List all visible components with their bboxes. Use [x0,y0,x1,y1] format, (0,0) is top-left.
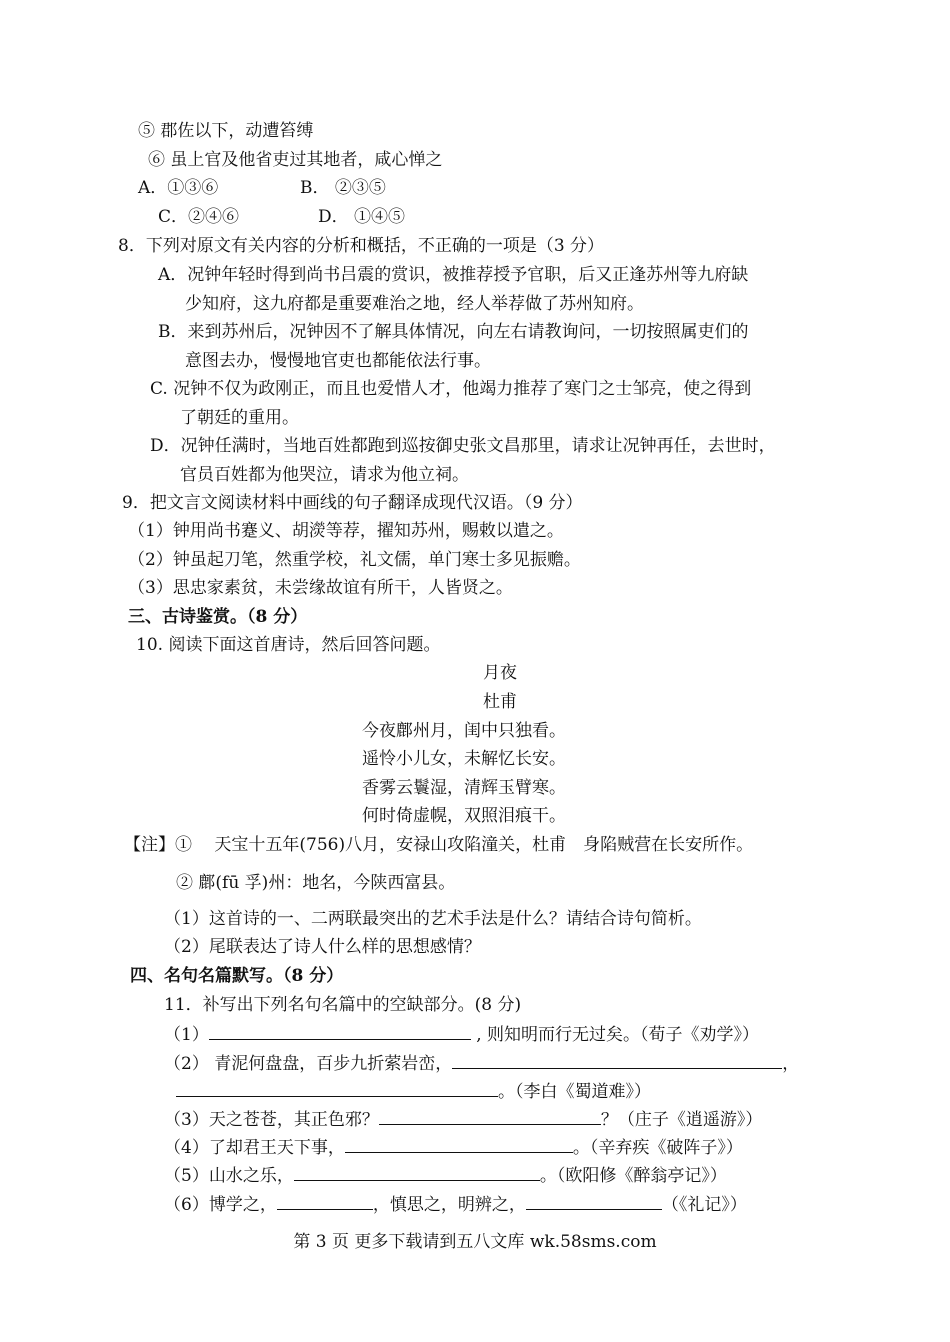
q10-stem: 10. 阅读下面这首唐诗，然后回答问题。 [136,635,441,655]
fill-line-1 [164,1023,759,1046]
fill-4-prefix: （4）了却君王天下事， [164,1138,345,1158]
fill-line-5 [164,1164,727,1187]
fill-6-prefix: （6）博学之， [164,1195,277,1215]
q7-option-d: D． ①④⑤ [318,207,406,227]
fill-2-blank-a[interactable] [452,1052,782,1069]
q10-subquestion-2: （2）尾联表达了诗人什么样的思想感情？ [164,937,481,957]
fill-6-blank-b[interactable] [526,1193,662,1210]
fill-4-suffix: 。（辛弃疾《破阵子》） [572,1138,743,1158]
q8-option-b-line1: B．来到苏州后，况钟因不了解具体情况，向左右请教询问，一切按照属吏们的 [158,322,749,342]
fill-2-prefix: （2） 青泥何盘盘，百步九折萦岩峦， [164,1054,453,1074]
q8-option-a-line2: 少知府，这九府都是重要难治之地，经人举荐做了苏州知府。 [185,294,644,314]
poem-note-1: 【注】① 天宝十五年(756)八月，安禄山攻陷潼关，杜甫 身陷贼营在长安所作。 [124,835,754,855]
q8-option-b-line2: 意图去办，慢慢地官吏也都能依法行事。 [185,351,491,371]
q7-item-5: ⑤ 郡佐以下，动遭笞缚 [138,121,314,141]
poem-title: 月夜 [483,663,517,683]
q8-option-d-line1: D．况钟任满时，当地百姓都跑到巡按御史张文昌那里，请求让况钟再任，去世时， [150,436,776,456]
fill-6-blank-a[interactable] [277,1193,373,1210]
section-3-heading: 三、古诗鉴赏。（8 分） [128,607,308,627]
q10-subquestion-1: （1）这首诗的一、二两联最突出的艺术手法是什么？请结合诗句简析。 [164,909,702,929]
fill-4-blank[interactable] [345,1136,573,1153]
fill-6-middle: ，慎思之，明辨之， [372,1195,526,1215]
fill-line-6 [164,1193,747,1216]
fill-line-2b [176,1080,651,1103]
page-footer: 第 3 页 更多下载请到五八文库 wk.58sms.com [293,1232,657,1252]
poem-line-4: 何时倚虚幌，双照泪痕干。 [362,806,566,826]
fill-5-suffix: 。（欧阳修《醉翁亭记》） [539,1166,727,1186]
section-4-heading: 四、名句名篇默写。（8 分） [130,966,344,986]
fill-2b-suffix: 。（李白《蜀道难》） [498,1082,651,1102]
fill-3-prefix: （3）天之苍苍，其正色邪？ [164,1110,379,1130]
fill-1-prefix: （1） [164,1025,209,1045]
fill-5-blank[interactable] [294,1164,540,1181]
q8-option-c-line2: 了朝廷的重用。 [180,408,299,428]
fill-line-4 [164,1136,743,1159]
fill-2-suffix: ， [782,1054,800,1074]
fill-line-3 [164,1108,762,1131]
q9-sentence-3: （3）思忠家素贫，未尝缘故谊有所干，人皆贤之。 [128,578,513,598]
q7-item-6: ⑥ 虽上官及他省吏过其地者，咸心惮之 [148,150,443,170]
fill-3-blank[interactable] [379,1108,601,1125]
q8-option-a-line1: A．况钟年轻时得到尚书吕震的赏识，被推荐授予官职，后又正逢苏州等九府缺 [158,265,749,285]
poem-author: 杜甫 [483,692,517,712]
q8-stem: 8．下列对原文有关内容的分析和概括，不正确的一项是（3 分） [118,236,605,256]
fill-5-prefix: （5）山水之乐， [164,1166,294,1186]
q7-option-a: A．①③⑥ [138,178,219,198]
fill-3-suffix: ？（庄子《逍遥游》） [600,1110,763,1130]
fill-line-2 [164,1052,799,1075]
q11-stem: 11．补写出下列名句名篇中的空缺部分。(8 分) [164,995,522,1015]
q8-option-c-line1: C. 况钟不仅为政刚正，而且也爱惜人才，他竭力推荐了寒门之士邹亮，使之得到 [150,379,752,399]
fill-2-blank-b[interactable] [176,1080,498,1097]
q8-option-d-line2: 官员百姓都为他哭泣，请求为他立祠。 [180,465,469,485]
poem-line-2: 遥怜小儿女，未解忆长安。 [362,749,566,769]
fill-1-suffix: , 则知明而行无过矣。（荀子《劝学》） [470,1025,760,1045]
q9-sentence-2: （2）钟虽起刀笔，然重学校，礼文儒，单门寒士多见振赡。 [128,550,581,570]
poem-line-3: 香雾云鬟湿，清辉玉臂寒。 [362,778,566,798]
poem-note-2: ② 鄜(fū 孚)州：地名，今陕西富县。 [176,873,456,893]
q7-option-b: B． ②③⑤ [300,178,386,198]
poem-line-1: 今夜鄜州月，闺中只独看。 [362,721,566,741]
fill-6-suffix: （《礼记》） [661,1195,747,1215]
q7-option-c: C．②④⑥ [158,207,240,227]
q9-sentence-1: （1）钟用尚书蹇义、胡濙等荐，擢知苏州，赐敕以遣之。 [128,521,564,541]
fill-1-blank[interactable] [209,1023,471,1040]
q9-stem: 9．把文言文阅读材料中画线的句子翻译成现代汉语。（9 分） [122,493,583,513]
